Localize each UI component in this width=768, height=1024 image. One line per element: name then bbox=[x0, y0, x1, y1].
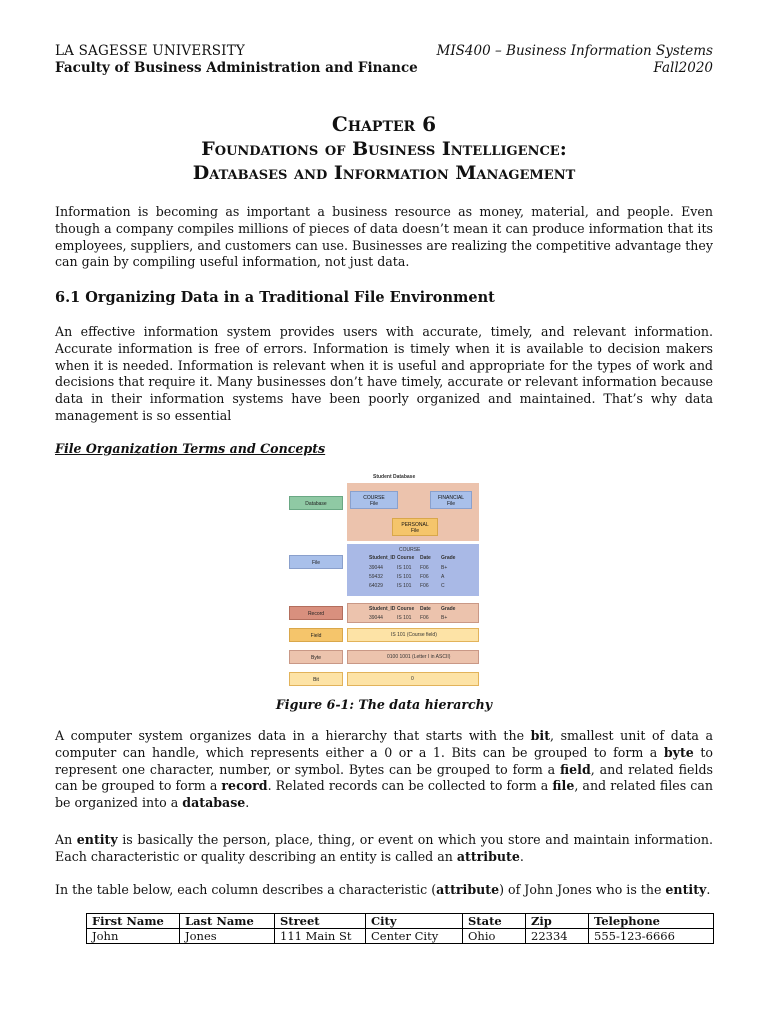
label-field: Field bbox=[289, 628, 343, 642]
byte-value: 0100 1001 (Letter I in ASCII) bbox=[387, 654, 451, 660]
label-file: File bbox=[289, 555, 343, 569]
column-header: Telephone bbox=[589, 914, 714, 929]
label-database: Database bbox=[289, 496, 343, 510]
course-cell: A bbox=[441, 574, 445, 580]
personal-file-box: PERSONAL File bbox=[392, 518, 438, 536]
record-header-cell: Date bbox=[420, 606, 431, 612]
course-header-cell: Date bbox=[420, 555, 431, 561]
record-header-cell: Course bbox=[397, 606, 415, 612]
course-cell: IS 101 bbox=[397, 574, 412, 580]
course-cell: IS 101 bbox=[397, 583, 412, 589]
section-paragraph: An effective information system provides users with accurate, timely, and relevant information. Accurate information is free of errors. Information is timely when it is available to decision makers when it is needed. Information is relevant when it is useful and appropriate for the types of work and decisions that require it. Many businesses don’t have timely, accurate or relevant information because data in their information systems have been poorly organized and maintained. That’s why data management is so essential bbox=[55, 324, 713, 423]
column-header: Last Name bbox=[180, 914, 275, 929]
course-cell: F06 bbox=[420, 583, 429, 589]
entity-paragraph: An entity is basically the person, place, thing, or event on which you store and maintain information. Each characteristic or quality describing an entity is called an attribute. bbox=[55, 832, 713, 864]
header-right bbox=[437, 43, 713, 77]
course-file-box: COURSE File bbox=[350, 491, 398, 509]
term-bit: bit bbox=[530, 728, 551, 743]
data-hierarchy-figure bbox=[287, 470, 483, 688]
table-row bbox=[87, 929, 714, 944]
table-intro-paragraph: In the table below, each column describes a characteristic (attribute) of John Jones who is the entity. bbox=[55, 882, 711, 897]
record-cell: F06 bbox=[420, 615, 429, 621]
record-header-cell: Grade bbox=[441, 606, 456, 612]
term-field: field bbox=[560, 761, 591, 777]
label-bit: Bit bbox=[289, 672, 343, 686]
record-header-cell: Student_ID bbox=[369, 606, 396, 612]
financial-file-box: FINANCIAL File bbox=[430, 491, 472, 509]
column-header: Street bbox=[275, 914, 366, 929]
university-name: LA SAGESSE UNIVERSITY bbox=[55, 43, 246, 59]
column-header: State bbox=[463, 914, 526, 929]
label-record: Record bbox=[289, 606, 343, 620]
entity-table-header bbox=[87, 914, 714, 929]
semester: Fall2020 bbox=[653, 60, 713, 76]
section-heading: 6.1 Organizing Data in a Traditional File Environment bbox=[55, 289, 495, 306]
record-cell: B+ bbox=[441, 615, 448, 621]
course-header-cell: Course bbox=[397, 555, 415, 561]
chapter-title-line2: Databases and Information Management bbox=[192, 162, 576, 184]
record-cell: IS 101 bbox=[397, 615, 412, 621]
column-header: First Name bbox=[87, 914, 180, 929]
term-attribute: attribute bbox=[456, 848, 520, 864]
figure-caption: Figure 6-1: The data hierarchy bbox=[275, 697, 493, 712]
column-header: City bbox=[366, 914, 463, 929]
table-cell: John bbox=[87, 929, 180, 944]
table-cell: 555-123-6666 bbox=[589, 929, 714, 944]
entity-table bbox=[86, 913, 714, 944]
course-cell: IS 101 bbox=[397, 565, 412, 571]
course-header-cell: Grade bbox=[441, 555, 456, 561]
course-cell: 64029 bbox=[369, 583, 383, 589]
bit-value: 0 bbox=[411, 676, 414, 682]
term-entity: entity bbox=[76, 832, 118, 847]
field-value: IS 101 (Course field) bbox=[391, 632, 437, 638]
course-header-cell: Student_ID bbox=[369, 555, 396, 561]
course-name: MIS400 – Business Information Systems bbox=[436, 43, 713, 59]
hierarchy-paragraph: A computer system organizes data in a hierarchy that starts with the bit, smallest unit of data a computer can handle, which represents either a 0 or a 1. Bits can be grouped to form a byte to represent one character, number, or symbol. Bytes can be grouped to form a field, and related fields can be grouped to form a record. Related records can be collected to form a file, and related files can be organized into a database. bbox=[55, 728, 713, 811]
figure-title: Student Database bbox=[373, 474, 416, 480]
term-byte: byte bbox=[663, 744, 694, 760]
term-record: record bbox=[221, 778, 268, 794]
term-file: file bbox=[552, 778, 575, 794]
faculty-name: Faculty of Business Administration and Finance bbox=[55, 60, 418, 76]
intro-paragraph: Information is becoming as important a business resource as money, material, and people. Even though a company compiles millions of pieces of data doesn’t mean it can produce information that its employees, suppliers, and customers can use. Businesses are realizing the competitive advantage they can gain by compiling useful information, not just data. bbox=[55, 204, 713, 270]
table-cell: 22334 bbox=[526, 929, 589, 944]
course-cell: B+ bbox=[441, 565, 448, 571]
table-cell: Jones bbox=[180, 929, 275, 944]
course-cell: F06 bbox=[420, 574, 429, 580]
course-cell: C bbox=[441, 583, 445, 589]
course-block-title: COURSE bbox=[399, 547, 421, 553]
header-left bbox=[55, 43, 418, 77]
term-database: database bbox=[182, 795, 246, 811]
record-cell: 39044 bbox=[369, 615, 383, 621]
column-header: Zip bbox=[526, 914, 589, 929]
course-cell: 39044 bbox=[369, 565, 383, 571]
table-cell: 111 Main St bbox=[275, 929, 366, 944]
label-byte: Byte bbox=[289, 650, 343, 664]
chapter-title-line1: Foundations of Business Intelligence: bbox=[201, 138, 567, 160]
course-cell: 59432 bbox=[369, 574, 383, 580]
table-cell: Ohio bbox=[463, 929, 526, 944]
subheading: File Organization Terms and Concepts bbox=[55, 441, 326, 456]
table-cell: Center City bbox=[366, 929, 463, 944]
chapter-number: Chapter 6 bbox=[331, 112, 437, 136]
course-cell: F06 bbox=[420, 565, 429, 571]
